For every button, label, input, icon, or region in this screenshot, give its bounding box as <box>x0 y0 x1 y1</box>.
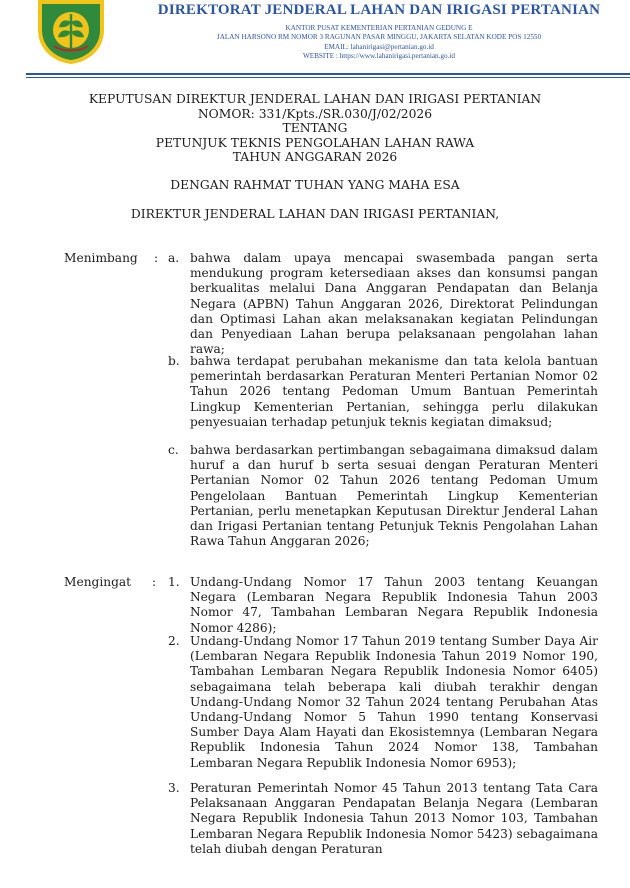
item-text: Undang-Undang Nomor 17 Tahun 2019 tentang Sumber Daya Air (Lembaran Negara Republik Indonesia Tahun 2019 Nomor 190, Tambahan Lembaran Negara Republik Indonesia Nomor 6405) sebagaimana telah beberapa kali diubah terakhir dengan Undang-Undang Nomor 32 Tahun 2024 tentang Perubahan Atas Undang-Undang Nomor 5 Tahun 1990 tentang Konservasi Sumber Daya Alam Hayati dan Ekosistemnya (Lembaran Negara Republik Indonesia Tahun 2024 Nomor 138, Tambahan Lembaran Negara Republik Indonesia Nomor 6953); <box>190 634 598 770</box>
item-text: bahwa berdasarkan pertimbangan sebagaimana dimaksud dalam huruf a dan huruf b serta sesuai dengan Peraturan Menteri Pertanian Nomor 02 Tahun 2026 tentang Pedoman Umum Pengelolaan Bantuan Pemerintah Lingkup Kementerian Pertanian, perlu menetapkan Keputusan Direktur Jenderal Lahan dan Irigasi Pertanian tentang Petunjuk Teknis Pengolahan Lahan Rawa Tahun Anggaran 2026; <box>190 443 598 549</box>
decree-number: NOMOR: 331/Kpts./SR.030/J/02/2026 <box>197 106 433 121</box>
item-marker: 2. <box>168 634 180 648</box>
issuing-authority: DIREKTUR JENDERAL LAHAN DAN IRIGASI PERTANIAN, <box>130 207 500 221</box>
address-line-street: JALAN HARSONO RM NOMOR 3 RAGUNAN PASAR MINGGU, JAKARTA SELATAN KODE POS 12550 <box>216 33 542 42</box>
menimbang-colon: : <box>154 251 159 265</box>
address-website: WEBSITE : https://www.lahanirigasi.pertanian.go.id <box>302 52 456 61</box>
item-marker: 3. <box>168 781 180 795</box>
mengingat-item-3 <box>168 781 598 857</box>
menimbang-item-b <box>168 354 598 430</box>
letterhead-address <box>128 24 630 62</box>
address-line-building: KANTOR PUSAT KEMENTERIAN PERTANIAN GEDUNG E <box>285 24 473 32</box>
item-marker: 1. <box>168 575 180 589</box>
item-marker: a. <box>168 251 180 265</box>
decree-subject: PETUNJUK TEKNIS PENGOLAHAN LAHAN RAWA <box>155 135 475 150</box>
ministry-logo-icon <box>32 0 110 64</box>
organization-name: DIREKTORAT JENDERAL LAHAN DAN IRIGASI PERTANIAN <box>157 2 601 18</box>
item-marker: c. <box>168 443 179 457</box>
decree-year: TAHUN ANGGARAN 2026 <box>232 150 398 165</box>
letterhead-divider <box>26 73 630 75</box>
menimbang-label: Menimbang <box>64 251 138 265</box>
mengingat-label: Mengingat <box>64 575 132 589</box>
item-marker: b. <box>168 354 180 368</box>
item-text: bahwa terdapat perubahan mekanisme dan tata kelola bantuan pemerintah berdasarkan Peraturan Menteri Pertanian Nomor 02 Tahun 2026 tentang Pedoman Umum Bantuan Pemerintah Lingkup Kementerian Pertanian, sehingga perlu dilakukan penyesuaian terhadap petunjuk teknis kegiatan dimaksud; <box>190 354 598 429</box>
menimbang-item-c <box>168 443 598 549</box>
mengingat-item-1 <box>168 575 598 636</box>
item-text: Peraturan Pemerintah Nomor 45 Tahun 2013 tentang Tata Cara Pelaksanaan Anggaran Pendapatan Belanja Negara (Lembaran Negara Republik Indonesia Tahun 2013 Nomor 103, Tambahan Lembaran Negara Republik Indonesia Nomor 5423) sebagaimana telah diubah dengan Peraturan <box>190 781 598 856</box>
item-text: bahwa dalam upaya mencapai swasembada pangan serta mendukung program ketersediaan akses dan konsumsi pangan berkualitas melalui Dana Anggaran Pendapatan dan Belanja Negara (APBN) Tahun Anggaran 2026, Direktorat Pelindungan dan Optimasi Lahan akan melaksanakan kegiatan Pelindungan dan Penyediaan Lahan berupa pelaksanaan pengolahan lahan rawa; <box>190 251 598 357</box>
address-email: EMAIL: lahanirigasi@pertanian.go.id <box>324 42 434 51</box>
menimbang-item-a <box>168 251 598 357</box>
decree-title <box>20 92 610 165</box>
mengingat-item-2 <box>168 634 598 771</box>
item-text: Undang-Undang Nomor 17 Tahun 2003 tentang Keuangan Negara (Lembaran Negara Republik Indonesia Tahun 2003 Nomor 47, Tambahan Lembaran Negara Republik Indonesia Nomor 4286); <box>190 575 598 635</box>
title-line-1: KEPUTUSAN DIREKTUR JENDERAL LAHAN DAN IRIGASI PERTANIAN <box>88 92 542 106</box>
letterhead-divider-thin <box>26 77 630 78</box>
preamble: DENGAN RAHMAT TUHAN YANG MAHA ESA <box>170 178 460 192</box>
title-line-tentang: TENTANG <box>282 121 348 136</box>
mengingat-colon: : <box>152 575 157 589</box>
